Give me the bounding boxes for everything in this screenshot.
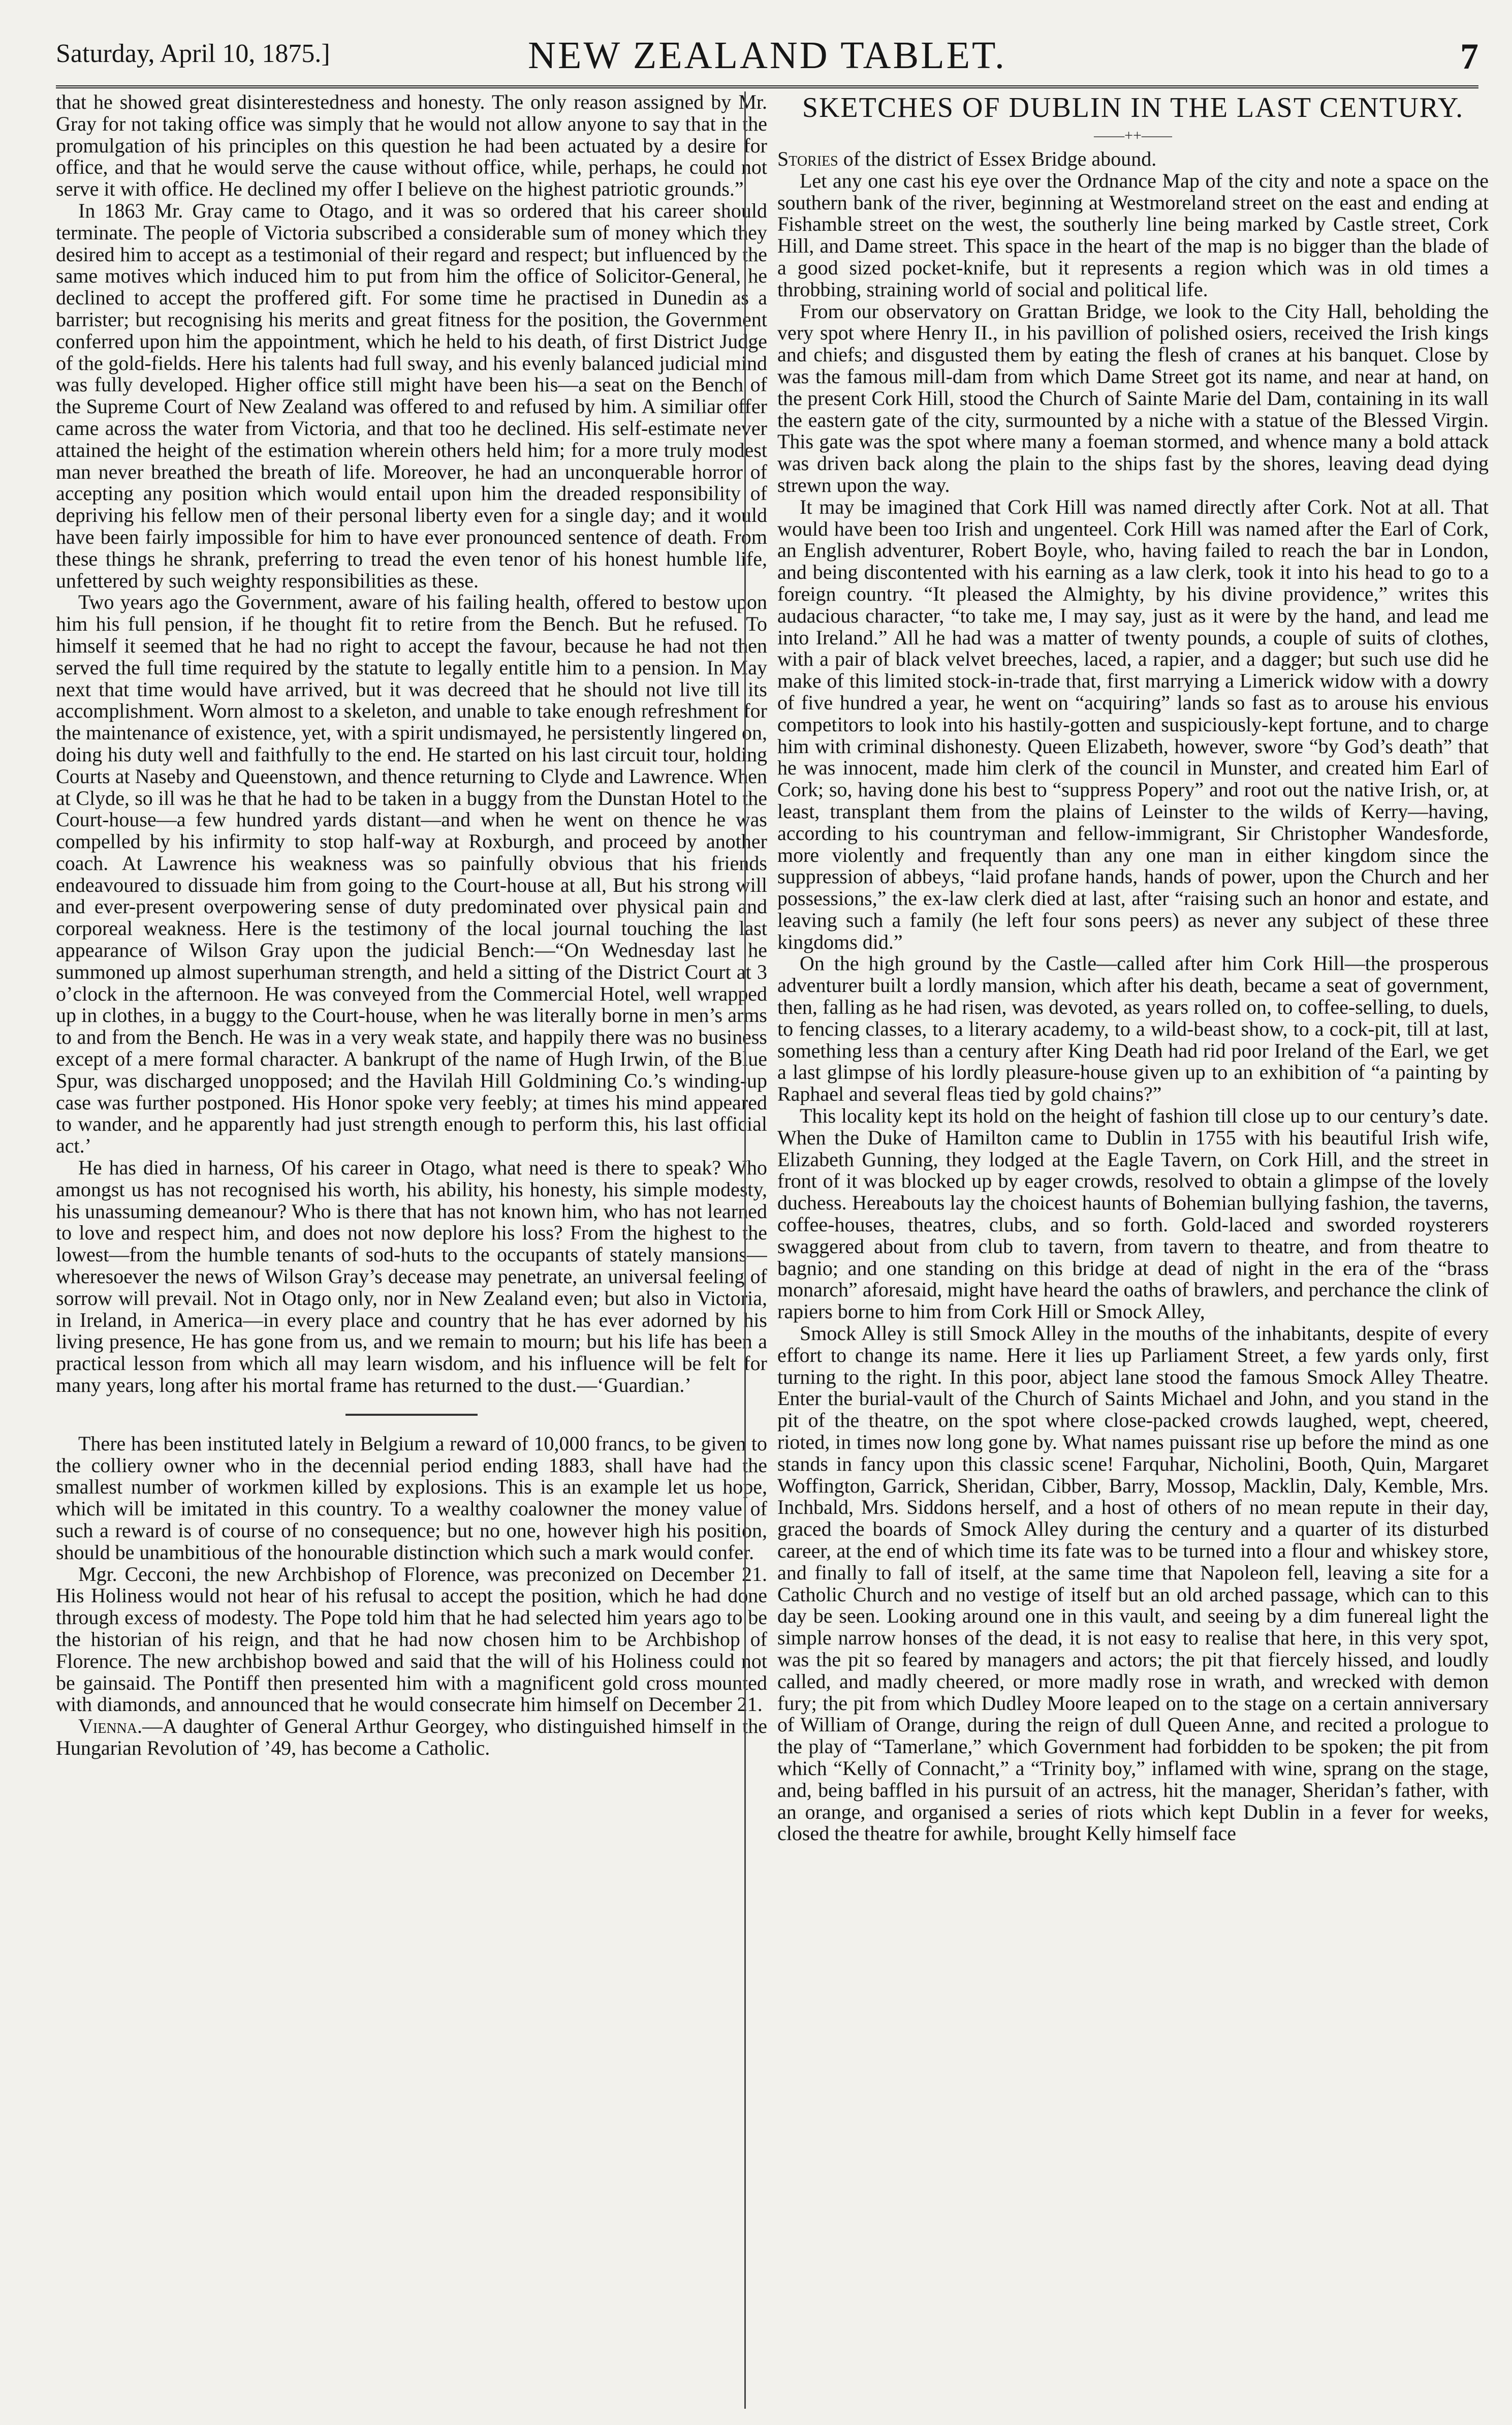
- vienna-label: Vienna.: [78, 1715, 142, 1738]
- article-paragraph: From our observatory on Grattan Bridge, we look to the City Hall, beholding the very spot where Henry II., in his pavillion of polished osiers, received the Irish kings and chiefs; and disgusted them by eating the flesh of cranes at his banquet. Close by was the famous mill-dam from which Dame Street got its name, and near at hand, on the present Cork Hill, stood the Church of Sainte Marie del Dam, containing in its wall the eastern gate of the city, surmounted by a niche with a statue of the Blessed Virgin. This gate was the spot where many a foeman stormed, and whence many a bold attack was driven back along the plain to the ships fast by the shores, leaving dead dying strewn upon the way.: [777, 299, 1489, 496]
- right-column: [777, 91, 1489, 2409]
- vienna-item: [56, 1716, 767, 1759]
- newspaper-title: NEW ZEALAND TABLET.: [528, 34, 1006, 77]
- article-paragraph: Two years ago the Government, aware of his failing health, offered to bestow upon him his full pension, if he thought fit to retire from the Bench. But he refused. To himself it seemed that he had no right to accept the favour, because he had not then served the full time required by the statute to legally entitle him to a pension. In May next that time would have arrived, but it was decreed that he should not live till its accomplishment. Worn almost to a skeleton, and unable to take enough refreshment for the maintenance of existence, yet, with a spirit undismayed, he persistently lingered on, doing his duty well and faithfully to the end. He started on his last circuit tour, holding Courts at Naseby and Queenstown, and thence returning to Clyde and Lawrence. When at Clyde, so ill was he that he had to be taken in a buggy from the Dunstan Hotel to the Court-house—a few hundred yards distant—and when he went on thence he was compelled by his infirmity to stop half-way at Roxburgh, and proceed by another coach. At Lawrence his weakness was so painfully obvious that his friends endeavoured to dissuade him from going to the Court-house at all, But his strong will and ever-present overpowering sense of duty predominated over physical pain and corporeal weakness. Here is the testimony of the local journal touching the last appearance of Wilson Gray upon the judicial Bench:—“On Wednesday last he summoned up almost superhuman strength, and held a sitting of the District Court at 3 o’clock in the afternoon. He was conveyed from the Commercial Hotel, well wrapped up in clothes, in a buggy to the Court-house, when he was literally borne in men’s arms to and from the Bench. He was in a very weak state, and happily there was no business except of a mere formal character. A bankrupt of the name of Hugh Irwin, of the Blue Spur, was discharged unopposed; and the Havilah Hill Goldmining Co.’s winding-up case was further postponed. His Honor spoke very feebly; at times his mind appeared to wander, and he apparently had just strength enough to perform this, his last official act.’: [56, 590, 767, 1158]
- archbishop-florence-item: Mgr. Cecconi, the new Archbishop of Florence, was preconized on December 21. His Holiness would not hear of his refusal to accept the position, which he had done through excess of modesty. The Pope told him that he had selected him years ago to be the historian of his reign, and that he had now chosen him to be Archbishop of Florence. The new archbishop bowed and said that the will of his Holiness could not be gainsaid. The Pontiff then presented him with a magnificent gold cross mounted with diamonds, and announced that he would consecrate him himself on December 21.: [56, 1562, 767, 1716]
- heading-ornament: ——++——: [1094, 127, 1172, 144]
- left-column: [56, 91, 767, 2409]
- intro-label: Stories: [777, 147, 838, 170]
- belgium-reward-item: There has been instituted lately in Belgium a reward of 10,000 francs, to be given to the colliery owner who in the decennial period ending 1883, shall have had the smallest number of workmen killed by explosions. This is an example let us hope, which will be imitated in this country. To a wealthy coalowner the money value of such a reward is of course of no consequence; but no one, however high his position, should be unambitious of the honourable distinction which such a mark would confer.: [56, 1432, 767, 1564]
- article-paragraph: that he showed great disinterestedness and honesty. The only reason assigned by Mr. Gray for not taking office was simply that he would not allow anyone to say that in the promulgation of his principles on this question he had been actuated by a desire for office, and that he would serve the cause without office, while, perhaps, he could not serve it with office. He declined my offer I believe on the highest patriotic grounds.”: [56, 91, 767, 201]
- intro-text: of the district of Essex Bridge abound.: [838, 147, 1157, 170]
- article-paragraph: Smock Alley is still Smock Alley in the mouths of the inhabitants, despite of every effort to change its name. Here it lies up Parliament Street, a few yards only, first turning to the right. In this poor, abject lane stood the famous Smock Alley Theatre. Enter the burial-vault of the Church of Saints Michael and John, and you stand in the pit of the theatre, on the spot where close-packed crowds laughed, wept, cheered, rioted, in times now long gone by. What names puissant rise up before the mind as one stands in fancy upon this classic scene! Farquhar, Nicholini, Booth, Quin, Margaret Woffington, Garrick, Sheridan, Cibber, Barry, Mossop, Macklin, Daly, Kemble, Mrs. Inchbald, Mrs. Siddons herself, and a host of others of no mean repute in their day, graced the boards of Smock Alley during the century and a quarter of its disturbed career, at the end of which time its fate was to be turned into a flour and whiskey store, and finally to fall of itself, at the same time that Napoleon fell, leaving a site for a Catholic Church and no vestige of itself but an old arched passage, which can to this day be seen. Looking around one in this vault, and seeing by a dim funereal light the simple narrow honses of the dead, it is not easy to realise that here, in this very spot, was the pit so feared by managers and actors; the pit that fiercely hissed, and loudly called, and madly cheered, or more madly rose in wrath, and wrecked with demon fury; the pit from which Dudley Moore leaped on to the stage on a certain anniversary of William of Orange, during the reign of dull Queen Anne, and recited a prologue to the play of “Tamerlane,” which Government had forbidden to be spoken; the pit from which “Kelly of Connacht,” a “Trinity boy,” inflamed with wine, sprang on the stage, and, being baffled in his pursuit of an actress, hit the manager, Sheridan’s father, with an orange, and organised a series of riots which kept Dublin in a fever for weeks, closed the theatre for awhile, brought Kelly himself face: [777, 1322, 1489, 1845]
- article-paragraph: This locality kept its hold on the height of fashion till close up to our century’s date. When the Duke of Hamilton came to Dublin in 1755 with his beautiful Irish wife, Elizabeth Gunning, they lodged at the Eagle Tavern, on Cork Hill, and the street in front of it was blocked up by eager crowds, resolved to obtain a glimpse of the lovely duchess. Hereabouts lay the choicest haunts of Bohemian bullying fashion, the taverns, coffee-houses, theatres, clubs, and so forth. Gold-laced and sworded roysterers swaggered about from club to tavern, from tavern to theatre, and from theatre to bagnio; and one standing on this bridge at dead of night in the era of the “brass monarch” aforesaid, might have heard the oaths of brawlers, and perchance the clink of rapiers borne to him from Cork Hill or Smock Alley,: [777, 1104, 1489, 1323]
- article-intro: [777, 148, 1489, 170]
- masthead-rule: [56, 85, 1478, 88]
- page-number: 7: [1460, 36, 1478, 77]
- vienna-text: —A daughter of General Arthur Georgey, who distinguished himself in the Hungarian Revolution of ’49, has become a Catholic.: [56, 1715, 767, 1759]
- news-items: [56, 1433, 767, 1759]
- article-heading: SKETCHES OF DUBLIN IN THE LAST CENTURY.: [802, 92, 1464, 123]
- masthead: [56, 29, 1478, 85]
- section-separator: [345, 1414, 478, 1416]
- wilson-gray-obituary: [56, 91, 767, 1396]
- article-paragraph: He has died in harness, Of his career in Otago, what need is there to speak? Who amongst us has not recognised his worth, his ability, his honesty, his simple modesty, his unassuming demeanour? Who is there that has not known him, who has not learned to love and respect him, and does not now deplore his loss? From the highest to the lowest—from the humble tenants of sod-huts to the occupants of stately mansions—wheresoever the news of Wilson Gray’s decease may penetrate, an universal feeling of sorrow will prevail. Not in Otago only, nor in New Zealand even; but also in Victoria, in Ireland, in America—in every place and country that he has ever adorned by his living presence, He has gone from us, and we remain to mourn; but his life has been a practical lesson from which all may learn wisdom, and his influence will be felt for many years, long after his mortal frame has returned to the dust.—‘Guardian.’: [56, 1156, 767, 1397]
- article-paragraph: In 1863 Mr. Gray came to Otago, and it was so ordered that his career should terminate. The people of Victoria subscribed a considerable sum of money which they desired him to accept as a testimonial of their regard and respect; but influenced by the same motives which induced him to put from him the office of Solicitor-General, he declined to accept the proffered gift. For some time he practised in Dunedin as a barrister; but recognising his merits and great fitness for the position, the Government conferred upon him the appointment, which he held to his death, of first District Judge of the gold-fields. Here his talents had full sway, and his evenly balanced judicial mind was fully developed. Higher office still might have been his—a seat on the Bench of the Supreme Court of New Zealand was offered to and refused by him. A similiar offer came across the water from Victoria, and that too he declined. His self-estimate never attained the height of the estimation wherein others held him; for a more truly modest man never breathed the breath of life. Moreover, he had an unconquerable horror of accepting any position which would entail upon him the dreaded responsibility of depriving his fellow men of their personal liberty even for a single day; and it would have been fairly impossible for him to have ever pronounced sentence of death. From these things he shrank, preferring to tread the even tenor of his honest humble life, unfettered by such weighty responsibilities as these.: [56, 199, 767, 592]
- article-paragraph: On the high ground by the Castle—called after him Cork Hill—the prosperous adventurer built a lordly mansion, which after his death, became a seat of government, then, falling as he had risen, was devoted, as years rolled on, to coffee-selling, to duels, to fencing classes, to a literary academy, to a wild-beast show, to a cock-pit, till at last, something less than a century after King Death had rid poor Ireland of the Earl, we get a last glimpse of his lordly pleasure-house given up to an exhibition of “a painting by Raphael and several fleas tied by gold chains?”: [777, 952, 1489, 1106]
- article-paragraph: Let any one cast his eye over the Ordnance Map of the city and note a space on the southern bank of the river, beginning at Westmoreland street on the east and ending at Fishamble street on the west, the southerly line being marked by Castle street, Cork Hill, and Dame street. This space in the heart of the map is no bigger than the blade of a good sized pocket-knife, but it represents a region which was in old times a throbbing, straining world of social and political life.: [777, 169, 1489, 301]
- issue-date: Saturday, April 10, 1875.]: [56, 39, 330, 68]
- column-divider: [744, 91, 746, 2409]
- article-paragraph: It may be imagined that Cork Hill was named directly after Cork. Not at all. That would have been too Irish and ungenteel. Cork Hill was named after the Earl of Cork, an English adventurer, Robert Boyle, who, having failed to reach the bar in London, and being discontented with his earning as a law clerk, took it into his head to go to a foreign country. “It pleased the Almighty, by his divine providence,” writes this audacious character, “to take me, I may say, just as it were by the hand, and lead me into Ireland.” All he had was a matter of twenty pounds, a couple of suits of clothes, with a pair of black velvet breeches, laced, a rapier, and a dagger; but such use did he make of this limited stock-in-trade that, first marrying a Limerick widow with a dowry of five hundred a year, he went on “acquiring” lands so fast as to arouse his envious competitors to look into his hastily-gotten and suspiciously-kept fortune, and to charge him with criminal dishonesty. Queen Elizabeth, however, swore “by God’s death” that he was innocent, made him clerk of the council in Munster, and created him Earl of Cork; so, having done his best to “suppress Popery” and root out the native Irish, or, at least, transplant them from the plains of Leinster to the wilds of Kerry—having, according to his countryman and fellow-immigrant, Sir Christopher Wandesforde, more violently and frequently than any one man in either kingdom since the suppression of abbeys, “laid profane hands, hands of power, upon the Church and her possessions,” the ex-law clerk died at last, after “raising such an honor and estate, and leaving such a family (he left four sons peers) as never any subject of these three kingdoms did.”: [777, 495, 1489, 953]
